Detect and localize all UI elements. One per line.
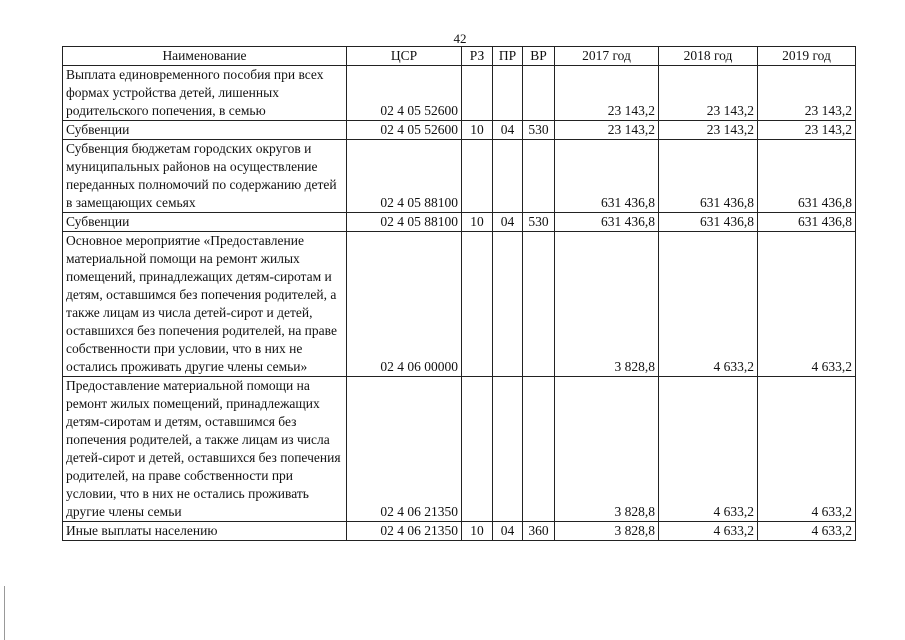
header-csr: ЦСР [347, 47, 462, 66]
row-pr [493, 140, 523, 213]
row-vr: 360 [523, 522, 555, 541]
row-vr [523, 140, 555, 213]
table-row [63, 121, 856, 140]
page-number: 42 [453, 31, 467, 46]
header-2017: 2017 год [555, 47, 659, 66]
row-name: Субвенции [63, 121, 347, 140]
table-row [63, 66, 856, 121]
row-2019: 4 633,2 [758, 522, 856, 541]
row-csr: 02 4 06 00000 [347, 232, 462, 377]
row-2018: 631 436,8 [659, 213, 758, 232]
row-2018: 631 436,8 [659, 140, 758, 213]
row-pr: 04 [493, 213, 523, 232]
row-pr: 04 [493, 522, 523, 541]
table-row [63, 213, 856, 232]
row-csr: 02 4 05 52600 [347, 66, 462, 121]
header-2019: 2019 год [758, 47, 856, 66]
row-name: Субвенция бюджетам городских округов и муниципальных районов на осуществление переданных полномочий по содержанию детей в замещающих семьях [63, 140, 347, 213]
row-name: Предоставление материальной помощи на ремонт жилых помещений, принадлежащих детям-сиротам и детям, оставшимся без попечения родителей, а также лицам из числа детей-сирот и детей, оставшихся без попечения родителей, на праве собственности при условии, что в них не остались проживать другие члены семьи [63, 377, 347, 522]
row-2018: 4 633,2 [659, 232, 758, 377]
row-name: Субвенции [63, 213, 347, 232]
row-2019: 631 436,8 [758, 140, 856, 213]
table-header-row [63, 47, 856, 66]
row-2017: 3 828,8 [555, 232, 659, 377]
budget-table [62, 46, 856, 541]
row-csr: 02 4 06 21350 [347, 522, 462, 541]
row-csr: 02 4 05 88100 [347, 213, 462, 232]
row-csr: 02 4 05 88100 [347, 140, 462, 213]
row-rz: 10 [462, 213, 493, 232]
row-2017: 631 436,8 [555, 213, 659, 232]
row-vr: 530 [523, 121, 555, 140]
row-rz [462, 232, 493, 377]
table-row [63, 140, 856, 213]
row-2018: 23 143,2 [659, 66, 758, 121]
row-2019: 4 633,2 [758, 232, 856, 377]
row-2017: 3 828,8 [555, 522, 659, 541]
header-rz: РЗ [462, 47, 493, 66]
row-pr [493, 66, 523, 121]
row-name: Основное мероприятие «Предоставление материальной помощи на ремонт жилых помещений, принадлежащих детям-сиротам и детям, оставшимся без попечения родителей, а также лицам из числа детей-сирот и детей, оставшихся без попечения родителей, на праве собственности при условии, что в них не остались проживать другие члены семьи» [63, 232, 347, 377]
row-rz [462, 140, 493, 213]
row-2017: 23 143,2 [555, 66, 659, 121]
row-2019: 631 436,8 [758, 213, 856, 232]
row-vr: 530 [523, 213, 555, 232]
row-pr [493, 232, 523, 377]
row-2019: 4 633,2 [758, 377, 856, 522]
row-pr [493, 377, 523, 522]
header-2018: 2018 год [659, 47, 758, 66]
row-pr: 04 [493, 121, 523, 140]
row-2018: 4 633,2 [659, 522, 758, 541]
row-rz [462, 66, 493, 121]
row-rz: 10 [462, 522, 493, 541]
row-2019: 23 143,2 [758, 66, 856, 121]
row-2017: 23 143,2 [555, 121, 659, 140]
header-vr: ВР [523, 47, 555, 66]
row-name: Иные выплаты населению [63, 522, 347, 541]
row-vr [523, 232, 555, 377]
table-row [63, 522, 856, 541]
scan-edge-mark [4, 586, 5, 640]
row-2017: 3 828,8 [555, 377, 659, 522]
table-row [63, 232, 856, 377]
table-row [63, 377, 856, 522]
row-csr: 02 4 05 52600 [347, 121, 462, 140]
row-rz: 10 [462, 121, 493, 140]
row-2017: 631 436,8 [555, 140, 659, 213]
row-rz [462, 377, 493, 522]
header-pr: ПР [493, 47, 523, 66]
row-2018: 23 143,2 [659, 121, 758, 140]
row-vr [523, 377, 555, 522]
row-name: Выплата единовременного пособия при всех формах устройства детей, лишенных родительского попечения, в семью [63, 66, 347, 121]
row-2018: 4 633,2 [659, 377, 758, 522]
header-name: Наименование [63, 47, 347, 66]
row-vr [523, 66, 555, 121]
row-2019: 23 143,2 [758, 121, 856, 140]
row-csr: 02 4 06 21350 [347, 377, 462, 522]
